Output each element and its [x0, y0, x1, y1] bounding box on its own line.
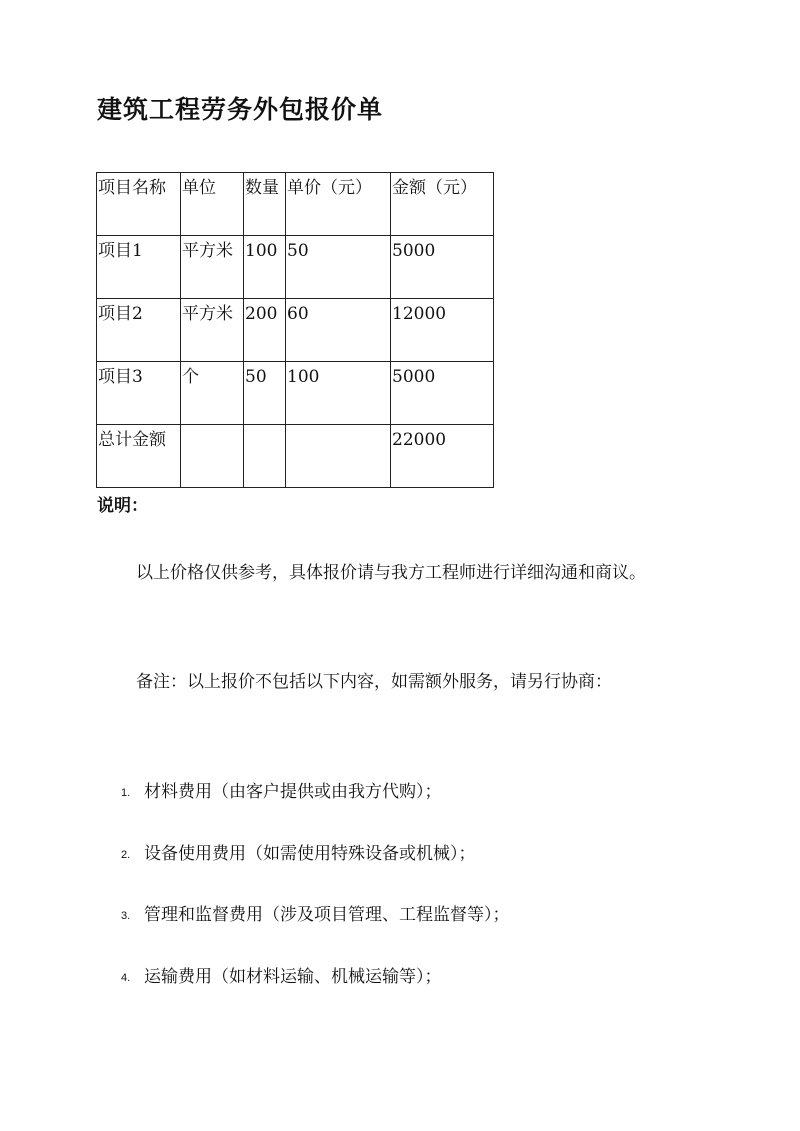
excluded-fees-list: [97, 776, 717, 1022]
cell-item-name: 项目1: [97, 236, 181, 299]
header-amount: 金额（元）: [391, 173, 494, 236]
cell-unit-price: 60: [286, 299, 391, 362]
cell-quantity: 200: [244, 299, 286, 362]
table-total-row: [97, 425, 494, 488]
list-item: [97, 899, 717, 961]
total-price: [286, 425, 391, 488]
header-quantity: 数量: [244, 173, 286, 236]
list-item-text: 管理和监督费用（涉及项目管理、工程监督等）；: [144, 905, 510, 925]
page-title: 建筑工程劳务外包报价单: [97, 95, 384, 124]
notes-heading: 说明：: [97, 496, 148, 516]
cell-amount: 5000: [391, 362, 494, 425]
list-item: [97, 961, 717, 1023]
list-item-number: 1.: [121, 787, 131, 799]
total-label: 总计金额: [97, 425, 181, 488]
notes-paragraph-remark: [97, 662, 709, 702]
cell-unit: 平方米: [181, 299, 244, 362]
cell-amount: 5000: [391, 236, 494, 299]
list-item-text: 材料费用（由客户提供或由我方代购）；: [144, 782, 442, 802]
cell-unit-price: 50: [286, 236, 391, 299]
cell-item-name: 项目2: [97, 299, 181, 362]
table-row: [97, 362, 494, 425]
list-item-text: 运输费用（如材料运输、机械运输等）；: [144, 966, 442, 987]
list-item-number: 3.: [121, 910, 131, 922]
remark-paragraph-text: 备注：以上报价不包括以下内容，如需额外服务，请另行协商：: [136, 672, 612, 692]
header-unit-price: 单价（元）: [286, 173, 391, 236]
cell-item-name: 项目3: [97, 362, 181, 425]
cell-unit: 平方米: [181, 236, 244, 299]
list-item-number: 2.: [121, 848, 131, 861]
header-item-name: 项目名称: [97, 173, 181, 236]
notes-paragraph-reference: [97, 553, 709, 593]
cell-unit: 个: [181, 362, 244, 425]
cell-amount: 12000: [391, 299, 494, 362]
total-unit: [181, 425, 244, 488]
table-row: [97, 236, 494, 299]
list-item: [97, 838, 717, 900]
list-item: [97, 776, 717, 838]
cell-quantity: 100: [244, 236, 286, 299]
table-row: [97, 299, 494, 362]
total-amount: 22000: [391, 425, 494, 488]
total-quantity: [244, 425, 286, 488]
quote-table: [96, 172, 494, 488]
table-header-row: [97, 173, 494, 236]
list-item-number: 4.: [121, 971, 131, 984]
list-item-text: 设备使用费用（如需使用特殊设备或机械）；: [144, 843, 476, 864]
header-unit: 单位: [181, 173, 244, 236]
cell-quantity: 50: [244, 362, 286, 425]
cell-unit-price: 100: [286, 362, 391, 425]
notes-paragraph-text: 以上价格仅供参考，具体报价请与我方工程师进行详细沟通和商议。: [136, 563, 646, 583]
